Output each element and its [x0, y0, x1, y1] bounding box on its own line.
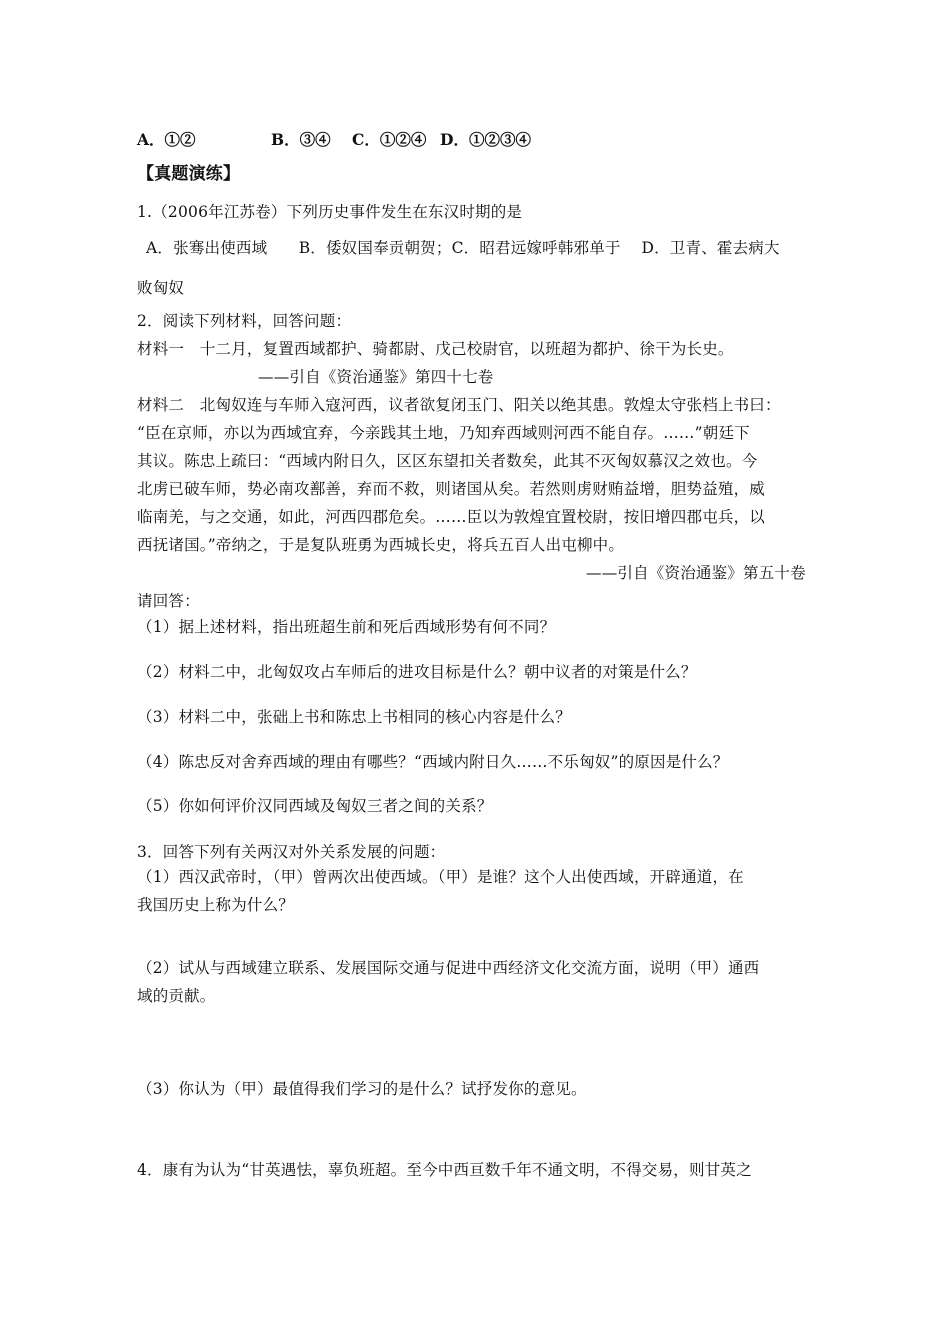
option-b: B．③④ [271, 130, 331, 149]
q1-stem: 1.（2006年江苏卷）下列历史事件发生在东汉时期的是 [137, 203, 523, 221]
q2-material2-line: 北虏已破车师，势必南攻鄯善，弃而不救，则诸国从矣。若然则虏财贿益增，胆势益殖，威 [137, 480, 766, 498]
option-c: C．①②④ [352, 130, 427, 149]
q1-options-line2: 败匈奴 [137, 279, 185, 297]
q2-subquestion: （3）材料二中，张础上书和陈忠上书相同的核心内容是什么？ [137, 708, 571, 726]
option-a: A．①② [137, 130, 196, 149]
section-title: 【真题演练】 [137, 164, 241, 184]
q3-sub2-line1: （2）试从与西域建立联系、发展国际交通与促进中西经济文化交流方面，说明（甲）通西 [137, 959, 760, 977]
q2-material2-line: “臣在京师，亦以为西域宜弃，今亲践其土地，乃知弃西域则河西不能自存。……”朝廷下 [137, 424, 750, 442]
q2-material2-line: 其议。陈忠上疏曰：“西域内附日久，区区东望扣关者数矣，此其不灭匈奴慕汉之效也。今 [137, 452, 758, 470]
q2-material2-line: 西抚诸国。”帝纳之，于是复队班勇为西城长史，将兵五百人出屯柳中。 [137, 536, 625, 554]
q2-subquestion: （4）陈忠反对舍弃西域的理由有哪些？“西域内附日久……不乐匈奴”的原因是什么？ [137, 753, 729, 771]
q1-options-line1: A．张骞出使西域 B．倭奴国奉贡朝贺；C．昭君远嫁呼韩邪单于 D．卫青、霍去病大 [146, 239, 780, 257]
q3-stem: 3．回答下列有关两汉对外关系发展的问题： [137, 843, 446, 861]
q2-material2-line: 临南羌，与之交通，如此，河西四郡危矣。……臣以为敦煌宜置校尉，按旧增四郡屯兵，以 [137, 508, 766, 526]
q4-line1: 4．康有为认为“甘英遇怯，辜负班超。至今中西亘数千年不通文明，不得交易，则甘英之 [137, 1161, 752, 1179]
q2-material1: 材料一 十二月，复置西域都护、骑都尉、戊己校尉官，以班超为都护、徐干为长史。 [137, 340, 734, 358]
q3-sub3: （3）你认为（甲）最值得我们学习的是什么？试抒发你的意见。 [137, 1080, 587, 1098]
q2-material2-source: ——引自《资治通鉴》第五十卷 [586, 564, 806, 582]
q3-sub1-line1: （1）西汉武帝时，（甲）曾两次出使西域。（甲）是谁？这个人出使西域，开辟通道，在 [137, 868, 744, 886]
q2-subquestion: （2）材料二中，北匈奴攻占车师后的进攻目标是什么？朝中议者的对策是什么？ [137, 663, 697, 681]
q2-prompt: 请回答： [137, 592, 200, 610]
q3-sub2-line2: 域的贡献。 [137, 987, 216, 1005]
q2-stem: 2．阅读下列材料，回答问题： [137, 312, 352, 330]
q2-subquestion: （5）你如何评价汉同西域及匈奴三者之间的关系？ [137, 797, 493, 815]
option-d: D．①②③④ [440, 130, 531, 149]
q2-subquestion: （1）据上述材料，指出班超生前和死后西域形势有何不同？ [137, 618, 556, 636]
q3-sub1-line2: 我国历史上称为什么？ [137, 896, 295, 914]
q2-material2-line: 材料二 北匈奴连与车师入寇河西，议者欲复闭玉门、阳关以绝其患。敦煌太守张档上书曰： [137, 396, 781, 414]
q2-material1-source: ——引自《资治通鉴》第四十七卷 [258, 368, 494, 386]
